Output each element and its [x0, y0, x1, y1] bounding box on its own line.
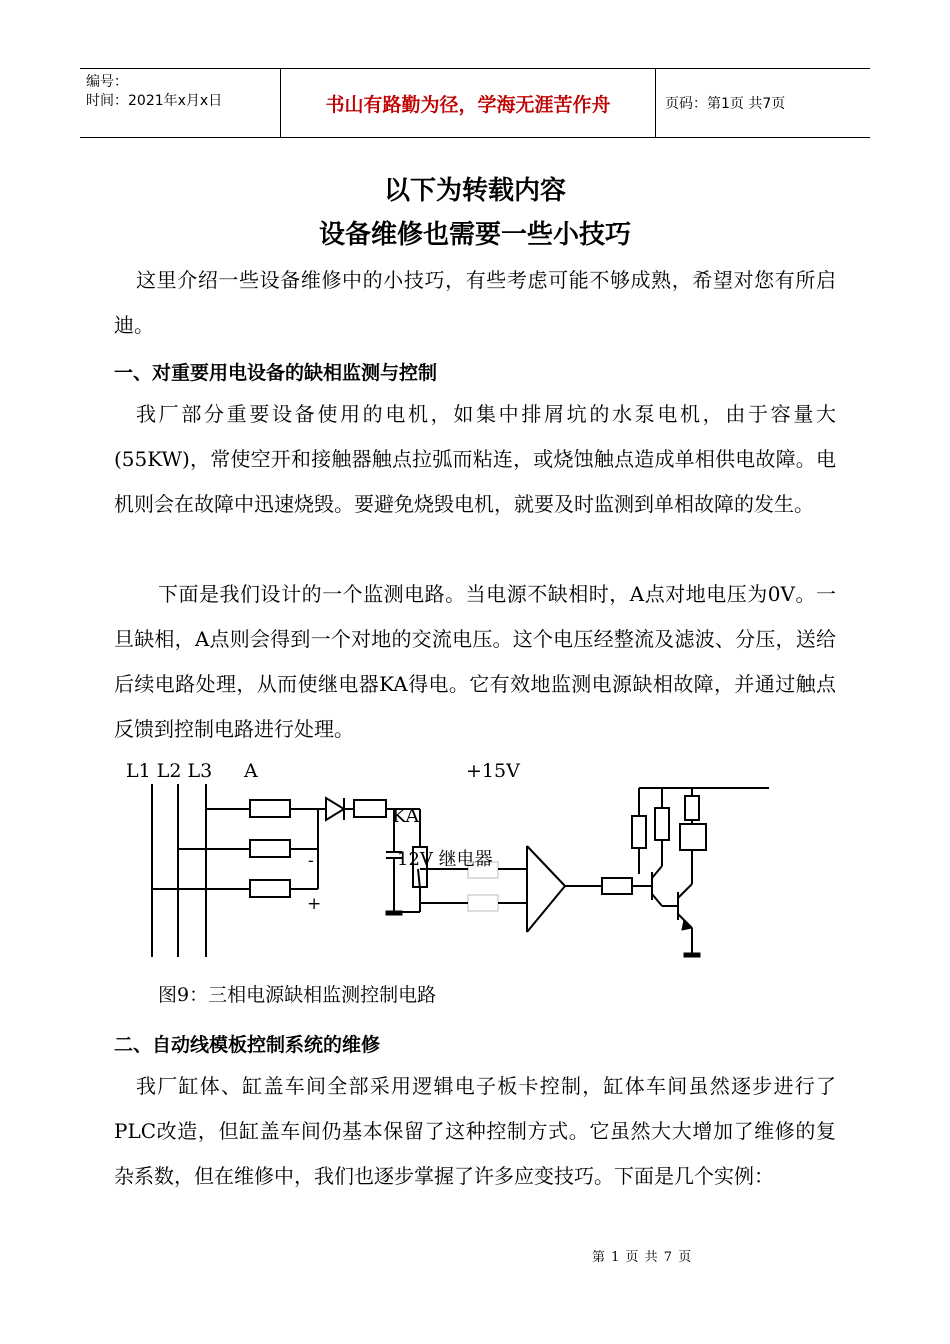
header-motto: 书山有路勤为径，学海无涯苦作舟	[280, 69, 656, 137]
section-1-paragraph-1: 我厂部分重要设备使用的电机，如集中排屑坑的水泵电机，由于容量大(55KW)，常使空开和接触器触点拉弧而粘连，或烧蚀触点造成单相供电故障。电机则会在故障中迅速烧毁。要避免烧毁电机，就要及时监测到单相故障的发生。	[114, 402, 836, 516]
figure-caption: 图9：三相电源缺相监测控制电路	[158, 984, 437, 1006]
document-header	[80, 68, 870, 138]
header-meta	[80, 69, 280, 137]
section-2-heading: 二、自动线模板控制系统的维修	[114, 1034, 381, 1056]
label-relay-ka: KA	[392, 805, 420, 827]
label-lines: L1 L2 L3	[126, 760, 213, 782]
phase-loss-circuit-diagram	[114, 752, 794, 974]
article-title: 设备维修也需要一些小技巧	[318, 220, 631, 250]
time-label: 时间：2021年x月x日	[86, 93, 223, 109]
page-footer: 第 1 页 共 7 页	[592, 1250, 693, 1265]
label-supply-voltage: +15V	[466, 760, 520, 782]
label-plus: +	[307, 894, 322, 914]
section-2-paragraph-1: 我厂缸体、缸盖车间全部采用逻辑电子板卡控制，缸体车间虽然逐步进行了PLC改造，但缸盖车间仍基本保留了这种控制方式。它虽然大大增加了维修的复杂系数，但在维修中，我们也逐步掌握了许多应变技巧。下面是几个实例：	[114, 1074, 836, 1188]
number-label: 编号：	[86, 74, 128, 90]
label-minus: -	[308, 851, 314, 871]
repost-title: 以下为转载内容	[383, 176, 566, 206]
intro-paragraph: 这里介绍一些设备维修中的小技巧，有些考虑可能不够成熟，希望对您有所启迪。	[114, 268, 836, 337]
section-1-paragraph-2: 下面是我们设计的一个监测电路。当电源不缺相时，A点对地电压为0V。一旦缺相，A点则会得到一个对地的交流电压。这个电压经整流及滤波、分压，送给后续电路处理，从而使继电器KA得电。它有效地监测电源缺相故障，并通过触点反馈到控制电路进行处理。	[114, 582, 836, 741]
label-relay-spec: 12V 继电器	[397, 849, 493, 870]
section-1-heading: 一、对重要用电设备的缺相监测与控制	[114, 362, 438, 384]
label-point-a: A	[244, 760, 258, 782]
header-page-label: 页码：第1页 共7页	[665, 96, 786, 112]
